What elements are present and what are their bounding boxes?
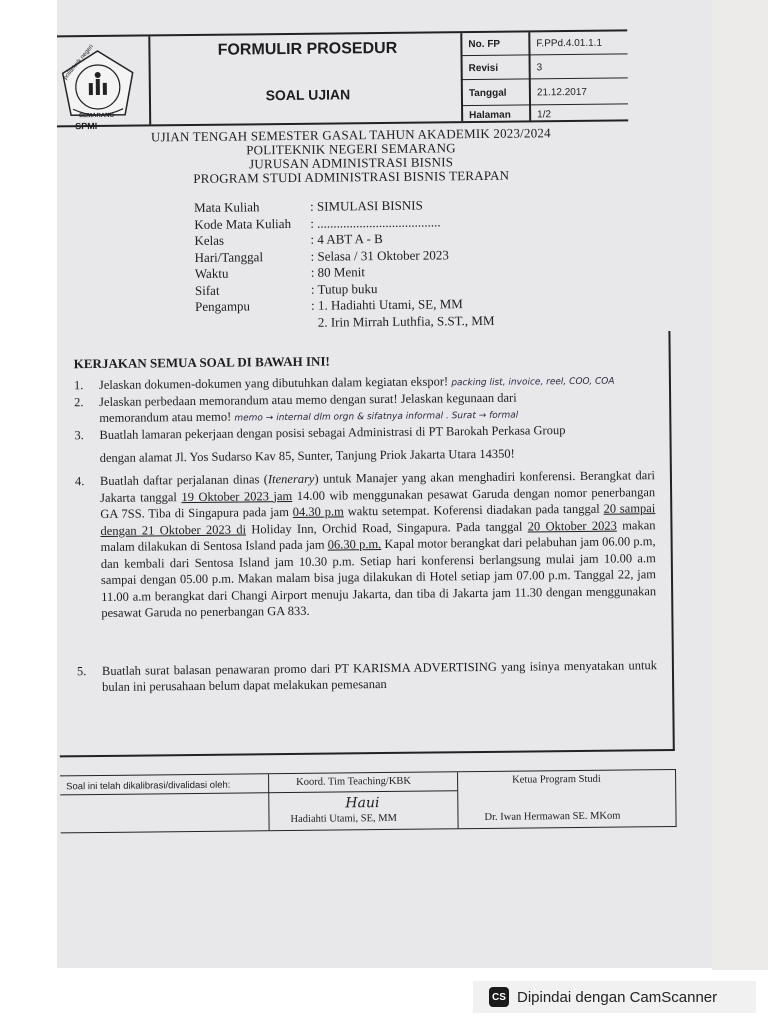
question-text: 14.00 wib menggunakan pesawat Garuda dengan nomor penerbangan GA 7SS. Tiba di Singapura pada jam — [100, 484, 656, 521]
camscanner-text: Dipindai dengan CamScanner — [517, 988, 718, 1006]
underlined-text: 04.30 p.m — [292, 504, 344, 519]
form-subtitle: SOAL UJIAN — [265, 86, 351, 104]
spmi-label: SPMI — [75, 120, 98, 132]
exam-titles — [83, 126, 619, 188]
camscanner-badge — [473, 981, 756, 1013]
title-line: PROGRAM STUDI ADMINISTRASI BISNIS TERAPAN — [193, 167, 510, 186]
handwritten-note: packing list, invoice, reel, COO, COA — [451, 376, 615, 389]
question-text: Kapal motor berangkat dari pelabuhan jam 06.00 p.m, dan kembali dari Sentosa Island jam 10.30 p.m. Setiap hari konferensi berlangsung mulai jam 10.00 a.m sampai dengan 05.00 p.m. Makan malam bisa juga dilakukan di Hotel setiap jam 07.00 p.m. Tanggal 22, jam 11.00 a.m berangkat dari Changi Airport menuju Jakarta, dan tiba di Jakarta jam 11.30 dengan menggunakan pesawat Garuda no penerbangan GA 833. — [100, 534, 657, 620]
info-value: : Selasa / 31 Oktober 2023 — [310, 246, 449, 264]
scanned-page — [57, 0, 712, 968]
koord-name: Hadiahti Utami, SE, MM — [290, 812, 398, 826]
no-fp-value: F.PPd.4.01.1.1 — [536, 37, 603, 50]
signature: Haui — [345, 795, 380, 812]
question-text: Holiday Inn, Orchid Road, Singapura. Pada tanggal — [251, 519, 523, 536]
logo-text-top: politeknik negeri — [62, 43, 95, 82]
question-text: Jelaskan dokumen-dokumen yang dibutuhkan dalam kegiatan ekspor! — [98, 374, 449, 392]
underlined-text: 19 Oktober 2023 jam — [181, 488, 293, 504]
form-title: FORMULIR PROSEDUR — [217, 39, 398, 59]
title-line: POLITEKNIK NEGERI SEMARANG — [246, 140, 456, 158]
title-line: UJIAN TENGAH SEMESTER GASAL TAHUN AKADEMIK 2023/2024 — [150, 125, 551, 145]
frame-bottom-border — [60, 749, 675, 757]
revisi-value: 3 — [536, 62, 543, 74]
info-label: Kelas — [194, 232, 225, 248]
course-info — [194, 197, 495, 332]
background-strip — [712, 0, 768, 970]
info-label: Waktu — [194, 265, 229, 281]
frame-right-border — [668, 331, 674, 751]
halaman-label: Halaman — [469, 109, 511, 122]
question-text: makan malam dilakukan di Sentosa Island pada jam — [100, 517, 656, 554]
itinerary-term: Itenerary — [267, 471, 315, 487]
form-header — [57, 29, 628, 127]
question-text: dengan alamat Jl. Yos Sudarso Kav 85, Sunter, Tanjung Priok Jakarta Utara 14350! — [99, 446, 515, 465]
info-value: : SIMULASI BISNIS — [310, 197, 423, 214]
question-text: waktu setempat. Koferensi diadakan pada tanggal — [347, 501, 600, 519]
question-number: 2. — [74, 395, 84, 410]
halaman-value: 1/2 — [537, 109, 552, 121]
validation-table — [60, 769, 677, 833]
underlined-text: 20 sampai dengan 21 Oktober 2023 di — [100, 501, 656, 538]
question-text: Jelaskan perbedaan memorandum atau memo dengan surat! Jelaskan kegunaan dari — [99, 390, 517, 409]
info-label: Mata Kuliah — [194, 199, 260, 215]
info-value: 2. Irin Mirrah Luthfia, S.ST., MM — [311, 312, 495, 330]
document-sheet — [57, 0, 712, 968]
info-value: : Tutup buku — [310, 280, 378, 297]
question-text: Buatlah daftar perjalanan dinas ( — [99, 472, 269, 488]
info-value: : 80 Menit — [310, 264, 366, 280]
question-number: 4. — [74, 474, 85, 489]
camscanner-icon: CS — [489, 987, 509, 1007]
question-number: 5. — [76, 664, 87, 679]
koord-title: Koord. Tim Teaching/KBK — [296, 775, 412, 788]
info-value: : 4 ABT A - B — [310, 231, 383, 247]
question-number: 1. — [73, 378, 84, 393]
info-label: Pengampu — [195, 298, 251, 314]
info-value: : ...................................... — [310, 213, 441, 231]
kaprodi-title: Ketua Program Studi — [512, 773, 601, 786]
handwritten-note: memo → internal dlm orgn & sifatnya informal . Surat → formal — [234, 410, 519, 424]
tanggal-value: 21.12.2017 — [536, 86, 588, 99]
tanggal-label: Tanggal — [468, 87, 507, 100]
info-label: Kode Mata Kuliah — [194, 215, 292, 232]
info-label: Hari/Tanggal — [194, 248, 264, 265]
underlined-text: 06.30 p.m. — [327, 537, 382, 552]
kaprodi-name: Dr. Iwan Hermawan SE. MKom — [484, 810, 621, 823]
logo-text-bottom: SEMARANG — [79, 112, 115, 120]
no-fp-label: No. FP — [468, 38, 501, 51]
validated-by-label: Soal ini telah dikalibrasi/divalidasi oleh: — [66, 779, 231, 793]
info-label: Sifat — [194, 282, 220, 298]
revisi-label: Revisi — [468, 62, 499, 75]
info-value: : 1. Hadiahti Utami, SE, MM — [311, 296, 463, 313]
question-text: Buatlah surat balasan penawaran promo dari PT KARISMA ADVERTISING yang isinya menyatakan untuk bulan ini perusahaan belum dapat melakukan pemesanan — [101, 658, 657, 694]
question-text: Buatlah lamaran pekerjaan dengan posisi sebagai Administrasi di PT Barokah Perkasa Group — [99, 423, 566, 442]
instruction-heading: KERJAKAN SEMUA SOAL DI BAWAH INI! — [73, 353, 330, 372]
question-number: 3. — [74, 428, 84, 443]
question-text: memorandum atau memo! — [99, 409, 232, 425]
title-line: JURUSAN ADMINISTRASI BISNIS — [249, 154, 454, 172]
question-text: ) untuk Manajer yang akan menghadiri konferensi. Berangkat dari Jakarta tanggal — [100, 468, 655, 505]
underlined-text: 20 Oktober 2023 — [527, 518, 617, 534]
